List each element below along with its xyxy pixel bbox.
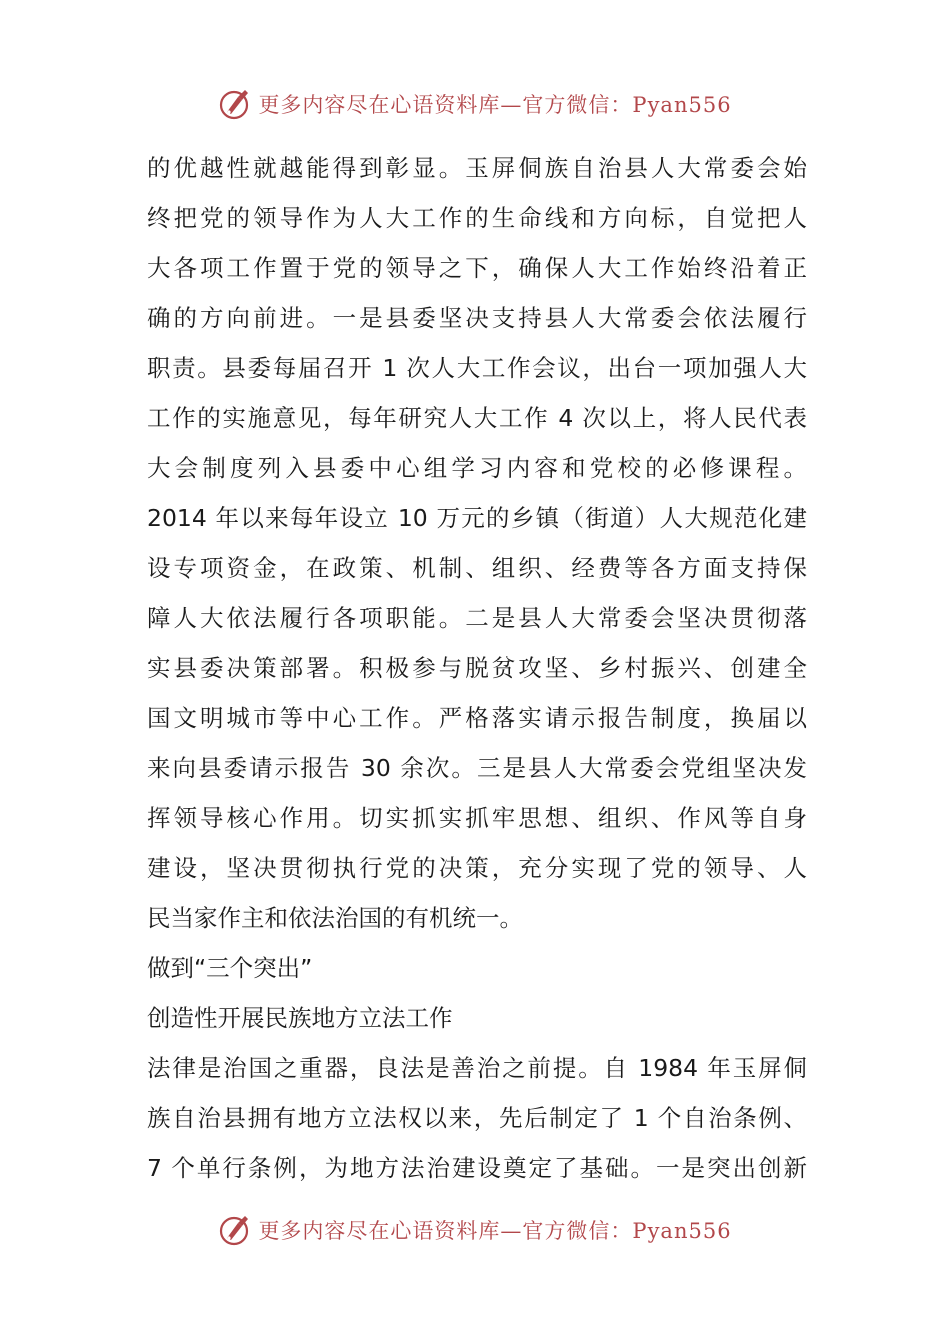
document-body: [147, 143, 807, 1193]
paragraph-line: 族自治县拥有地方立法权以来，先后制定了 1 个自治条例、: [147, 1104, 807, 1132]
section-heading: 做到“三个突出”: [147, 954, 313, 982]
pen-nib-circle-icon: [218, 1213, 252, 1247]
pen-nib-circle-icon: [218, 87, 252, 121]
header-watermark-text: 更多内容尽在心语资料库—官方微信：Pyan556: [258, 93, 732, 117]
paragraph-line: 法律是治国之重器，良法是善治之前提。自 1984 年玉屏侗: [147, 1054, 807, 1082]
footer-watermark-text: 更多内容尽在心语资料库—官方微信：Pyan556: [258, 1219, 732, 1243]
header-watermark-banner: [0, 82, 950, 126]
paragraph-line: 来向县委请示报告 30 余次。三是县人大常委会党组坚决发: [147, 754, 807, 782]
paragraph-line: 大各项工作置于党的领导之下，确保人大工作始终沿着正: [147, 254, 807, 282]
paragraph-line: 民当家作主和依法治国的有机统一。: [147, 904, 523, 932]
paragraph-line: 国文明城市等中心工作。严格落实请示报告制度，换届以: [147, 704, 807, 732]
section-subheading: 创造性开展民族地方立法工作: [147, 1004, 453, 1032]
paragraph-line: 障人大依法履行各项职能。二是县人大常委会坚决贯彻落: [147, 604, 807, 632]
paragraph-line: 建设，坚决贯彻执行党的决策，充分实现了党的领导、人: [147, 854, 807, 882]
paragraph-line: 终把党的领导作为人大工作的生命线和方向标，自觉把人: [147, 204, 807, 232]
paragraph-line: 设专项资金，在政策、机制、组织、经费等各方面支持保: [147, 554, 807, 582]
paragraph-line: 确的方向前进。一是县委坚决支持县人大常委会依法履行: [147, 304, 807, 332]
paragraph-line: 工作的实施意见，每年研究人大工作 4 次以上，将人民代表: [147, 404, 807, 432]
paragraph-line: 7 个单行条例，为地方法治建设奠定了基础。一是突出创新: [147, 1154, 807, 1182]
paragraph-line: 大会制度列入县委中心组学习内容和党校的必修课程。: [147, 454, 807, 482]
footer-watermark-banner: [0, 1208, 950, 1252]
paragraph-line: 挥领导核心作用。切实抓实抓牢思想、组织、作风等自身: [147, 804, 807, 832]
paragraph-line: 2014 年以来每年设立 10 万元的乡镇（街道）人大规范化建: [147, 504, 807, 532]
paragraph-line: 职责。县委每届召开 1 次人大工作会议，出台一项加强人大: [147, 354, 807, 382]
paragraph-line: 的优越性就越能得到彰显。玉屏侗族自治县人大常委会始: [147, 154, 807, 182]
paragraph-line: 实县委决策部署。积极参与脱贫攻坚、乡村振兴、创建全: [147, 654, 807, 682]
